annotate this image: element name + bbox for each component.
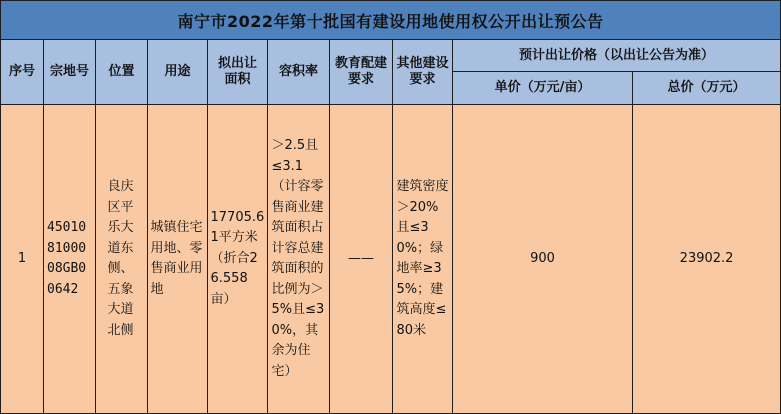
cell-far — [268, 105, 330, 414]
header-unit-price: 单价（万元/亩） — [453, 72, 633, 105]
header-total-price: 总价（万元） — [633, 72, 781, 105]
header-education-label: 教育配建要求 — [334, 56, 387, 87]
header-other-label: 其他建设要求 — [396, 56, 449, 87]
cell-other-text: 建筑密度＞20%且≤30%；绿地率≥35%；建筑高度≤80米 — [396, 179, 449, 338]
header-area-label: 拟出让面积 — [217, 56, 257, 87]
header-location: 位置 — [96, 40, 148, 105]
table-row — [1, 105, 781, 414]
cell-education: —— — [330, 105, 393, 414]
cell-location-text: 良庆区平乐大道东侧、五象大道北侧 — [107, 179, 134, 338]
cell-other — [393, 105, 453, 414]
header-far: 容积率 — [268, 40, 330, 105]
header-other — [393, 40, 453, 105]
header-area — [208, 40, 268, 105]
cell-total-price: 23902.2 — [633, 105, 781, 414]
cell-parcel-no-text: 450108100008GB00642 — [47, 220, 87, 297]
cell-area — [208, 105, 268, 414]
cell-parcel-no — [44, 105, 96, 414]
cell-seq: 1 — [1, 105, 44, 414]
cell-area-text: 17705.61平方米（折合26.558亩） — [210, 209, 265, 307]
cell-usage-text: 城镇住宅用地、零售商业用地 — [150, 220, 203, 297]
cell-far-text: ＞2.5且≤3.1（计容零售商业建筑面积占计容总建筑面积的比例为＞5%且≤30%，其余为住宅） — [271, 138, 325, 379]
cell-usage — [148, 105, 208, 414]
cell-unit-price: 900 — [453, 105, 633, 414]
cell-location — [96, 105, 148, 414]
header-parcel-no: 宗地号 — [44, 40, 96, 105]
notice-title: 南宁市2022年第十批国有建设用地使用权公开出让预公告 — [1, 1, 781, 40]
header-price-group: 预计出让价格（以出让公告为准） — [453, 40, 781, 72]
header-education — [330, 40, 393, 105]
header-seq: 序号 — [1, 40, 44, 105]
header-usage: 用途 — [148, 40, 208, 105]
